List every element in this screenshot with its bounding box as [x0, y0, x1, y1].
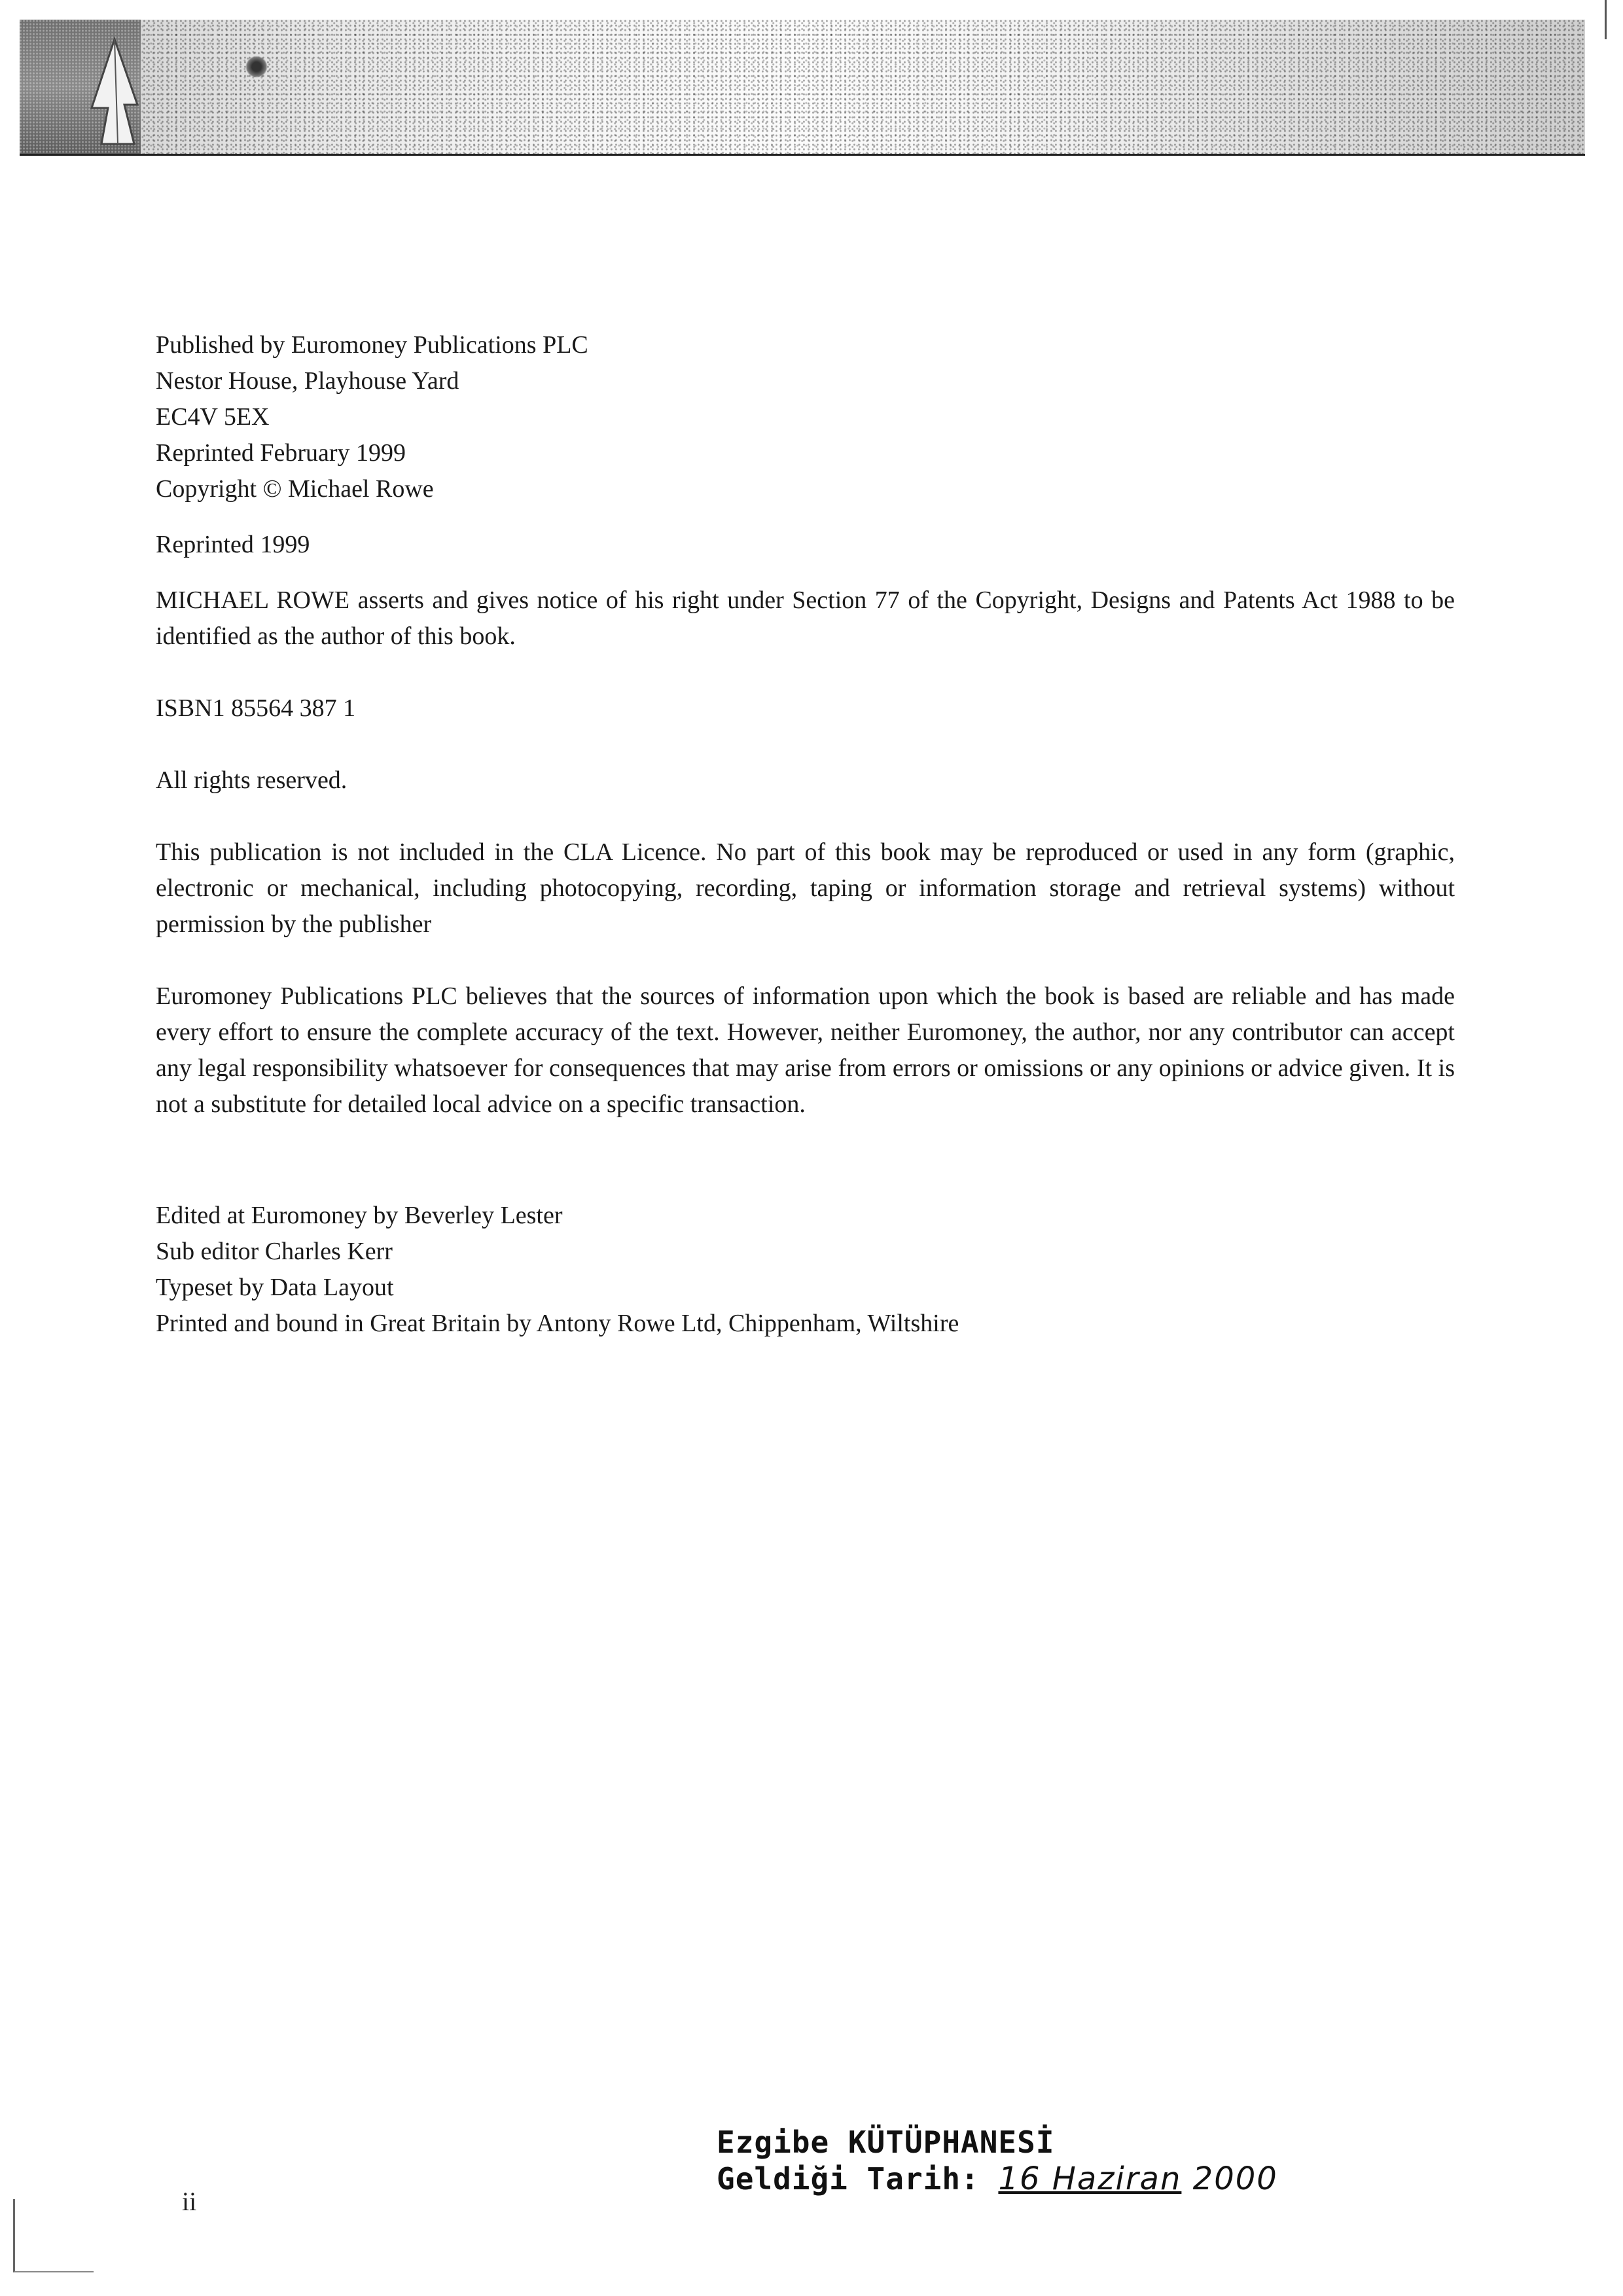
stamp-library-name: Ezgibe KÜTÜPHANESİ [717, 2125, 1055, 2160]
publisher-logo-icon [79, 29, 141, 154]
banner-dot [245, 56, 268, 78]
disclaimer: Euromoney Publications PLC believes that the sources of information upon which the book is based are reliable and has made every effort to ensure the complete accuracy of the text. However, neither Euromoney, the author, nor any contributor can accept any legal responsibility whatsoever for consequences that may arise from errors or omissions or any opinions or advice given. It is not a substitute for detailed local advice on a specific transaction. [156, 982, 1455, 1118]
stamp-date-label: Geldiği Tarih: [717, 2161, 980, 2197]
scan-corner-mark [13, 2199, 94, 2272]
address-line-1: Nestor House, Playhouse Yard [156, 367, 459, 395]
scan-edge-mark [1605, 0, 1607, 39]
page-number: ii [182, 2187, 197, 2216]
author-assertion: MICHAEL ROWE asserts and gives notice of his right under Section 77 of the Copyright, Designs and Patents Act 1988 to be identified as the author of this book. [156, 586, 1455, 650]
licence-notice: This publication is not included in the CLA Licence. No part of this book may be reproduced or used in any form (graphic, electronic or mechanical, including photocopying, recording, taping or information storage and retrieval systems) without permission by the publisher [156, 838, 1455, 938]
stamp-handwritten-date [998, 2161, 1277, 2197]
stamp-date-line [717, 2161, 1278, 2197]
rights-reserved: All rights reserved. [156, 766, 348, 794]
printer-credit: Printed and bound in Great Britain by Antony Rowe Ltd, Chippenham, Wiltshire [156, 1310, 959, 1337]
reprint-month-line: Reprinted February 1999 [156, 439, 406, 467]
typeset-credit: Typeset by Data Layout [156, 1274, 394, 1301]
copyright-line: Copyright © Michael Rowe [156, 475, 434, 503]
publisher-line: Published by Euromoney Publications PLC [156, 331, 588, 359]
imprint-page [156, 327, 1465, 1342]
sub-editor-credit: Sub editor Charles Kerr [156, 1238, 393, 1265]
address-line-2: EC4V 5EX [156, 403, 270, 431]
header-banner [20, 20, 1585, 156]
stamp-date-year: 2000 [1192, 2161, 1278, 2197]
editor-credit: Edited at Euromoney by Beverley Lester [156, 1202, 563, 1229]
stamp-date-day-month: 16 Haziran [998, 2161, 1182, 2197]
library-stamp [717, 2124, 1278, 2197]
isbn: ISBN1 85564 387 1 [156, 694, 356, 722]
reprint-year-line: Reprinted 1999 [156, 531, 310, 558]
